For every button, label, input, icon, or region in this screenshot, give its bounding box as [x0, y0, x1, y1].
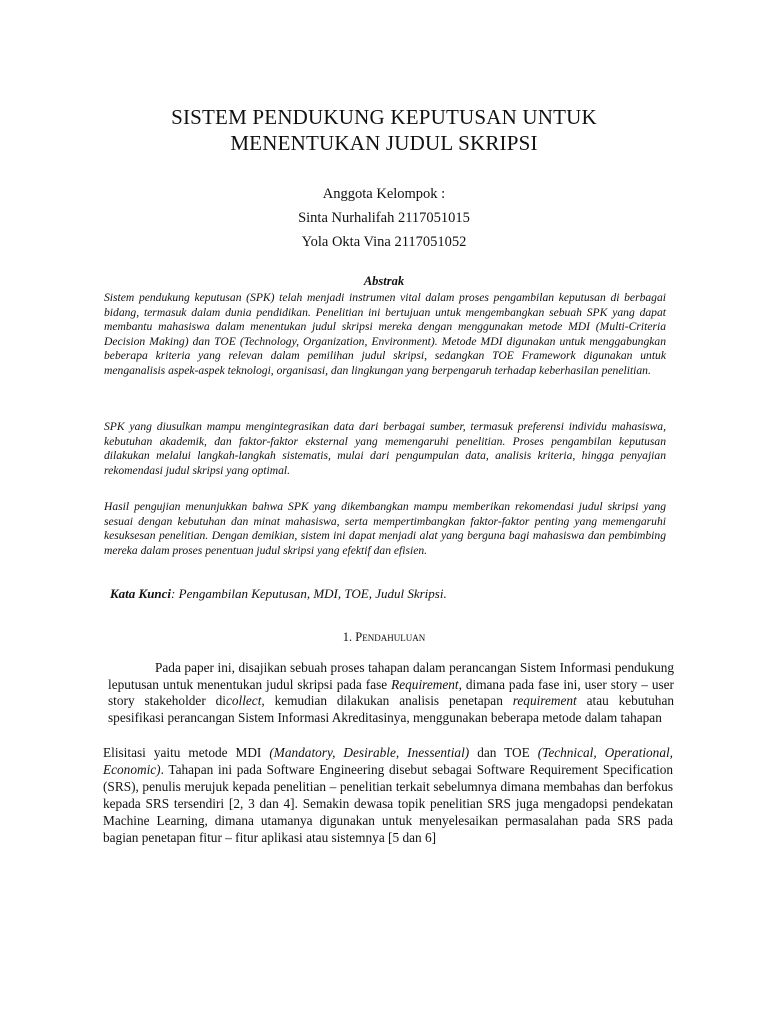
abstract-paragraph-1: Sistem pendukung keputusan (SPK) telah menjadi instrumen vital dalam proses pengambilan keputusan di berbagai bidang, termasuk dalam dunia pendidikan. Penelitian ini bertujuan untuk mengembangkan sebuah SPK yang dapat membantu mahasiswa dalam menentukan judul skripsi mereka dengan menggunakan metode MDI (Multi-Criteria Decision Making) dan TOE (Technology, Organization, Environment). Metode MDI digunakan untuk menggabungkan beberapa kriteria yang relevan dalam pemilihan judul skripsi, sedangkan TOE Framework digunakan untuk menganalisis aspek-aspek teknologi, organisasi, dan lingkungan yang berpengaruh terhadap keberhasilan penelitian. — [104, 291, 666, 377]
p1-text-d: collect, — [225, 693, 265, 708]
author-block — [0, 182, 768, 254]
p1-text-e: kemudian dilakukan analisis penetapan — [264, 693, 513, 708]
body-paragraph-1 — [108, 660, 674, 726]
p1-text-b: Requirement, — [391, 676, 462, 692]
abstract-paragraph-3: Hasil pengujian menunjukkan bahwa SPK yang dikembangkan mampu memberikan rekomendasi judul skripsi yang sesuai dengan kebutuhan dan minat mahasiswa, serta mempertimbangkan faktor-faktor penting yang memengaruhi kesuksesan penelitian. Dengan demikian, sistem ini dapat menjadi alat yang berguna bagi mahasiswa dan pembimbing mereka dalam proses penentuan judul skripsi yang efektif dan efisien. — [104, 500, 666, 557]
abstract-heading: Abstrak — [363, 274, 405, 288]
p2-text-d: (Technical, Operational, Economic) — [103, 745, 673, 777]
body-paragraph-2 — [103, 744, 673, 846]
p1-text-a: Pada paper ini, disajikan sebuah proses tahapan dalam perancangan Sistem Informasi pendukung leputusan untuk menentukan judul skripsi pada fase — [108, 660, 674, 692]
title-line-1: SISTEM PENDUKUNG KEPUTUSAN UNTUK — [171, 105, 597, 129]
p1-text-g: atau kebutuhan spesifikasi perancangan Sistem Informasi Akreditasinya, menggunakan beberapa metode dalam tahapan — [108, 693, 674, 725]
p2-text-c: dan TOE — [469, 745, 538, 760]
author-name-2: Yola Okta Vina 2117051052 — [301, 234, 467, 250]
p2-text-a: Elisitasi yaitu metode MDI — [103, 745, 270, 760]
authors-label: Anggota Kelompok : — [322, 186, 446, 202]
author-name-1: Sinta Nurhalifah 2117051015 — [298, 210, 470, 226]
p1-text-c: dimana pada fase ini, user story – user story stakeholder di — [108, 676, 674, 708]
p2-text-b: (Mandatory, Desirable, Inessential) — [269, 745, 470, 760]
title-line-2: MENENTUKAN JUDUL SKRIPSI — [230, 131, 538, 155]
p1-text-f: requirement — [512, 693, 577, 708]
section-heading-introduction: 1. Pendahuluan — [342, 630, 426, 644]
keywords-label: Kata Kunci — [110, 586, 172, 601]
paper-title — [0, 104, 768, 156]
abstract-paragraph-2: SPK yang diusulkan mampu mengintegrasikan data dari berbagai sumber, termasuk preferensi individu mahasiswa, kebutuhan akademik, dan faktor-faktor eksternal yang memengaruhi penelitian. Proses pengambilan keputusan dilakukan melalui langkah-langkah sistematis, mulai dari pengumpulan data, analisis kriteria, hingga penyajian rekomendasi judul skripsi yang optimal. — [104, 420, 666, 477]
keywords-text: Pengambilan Keputusan, MDI, TOE, Judul Skripsi. — [178, 586, 447, 601]
p2-text-e: . Tahapan ini pada Software Engineering disebut sebagai Software Requirement Specification (SRS), penulis merujuk kepada penelitian – penelitian terkait sebelumnya dimana membahas dan berfokus kepada SRS tersendiri [2, 3 dan 4]. Semakin dewasa topik penelitian SRS juga mengadopsi pendekatan Machine Learning, dimana utamanya digunakan untuk menyelesaikan permasalahan pada SRS pada bagian penetapan fitur – fitur aplikasi atau sistemnya [5 dan 6] — [103, 762, 673, 845]
keywords-line — [110, 586, 670, 602]
keywords-separator: : — [171, 586, 179, 601]
